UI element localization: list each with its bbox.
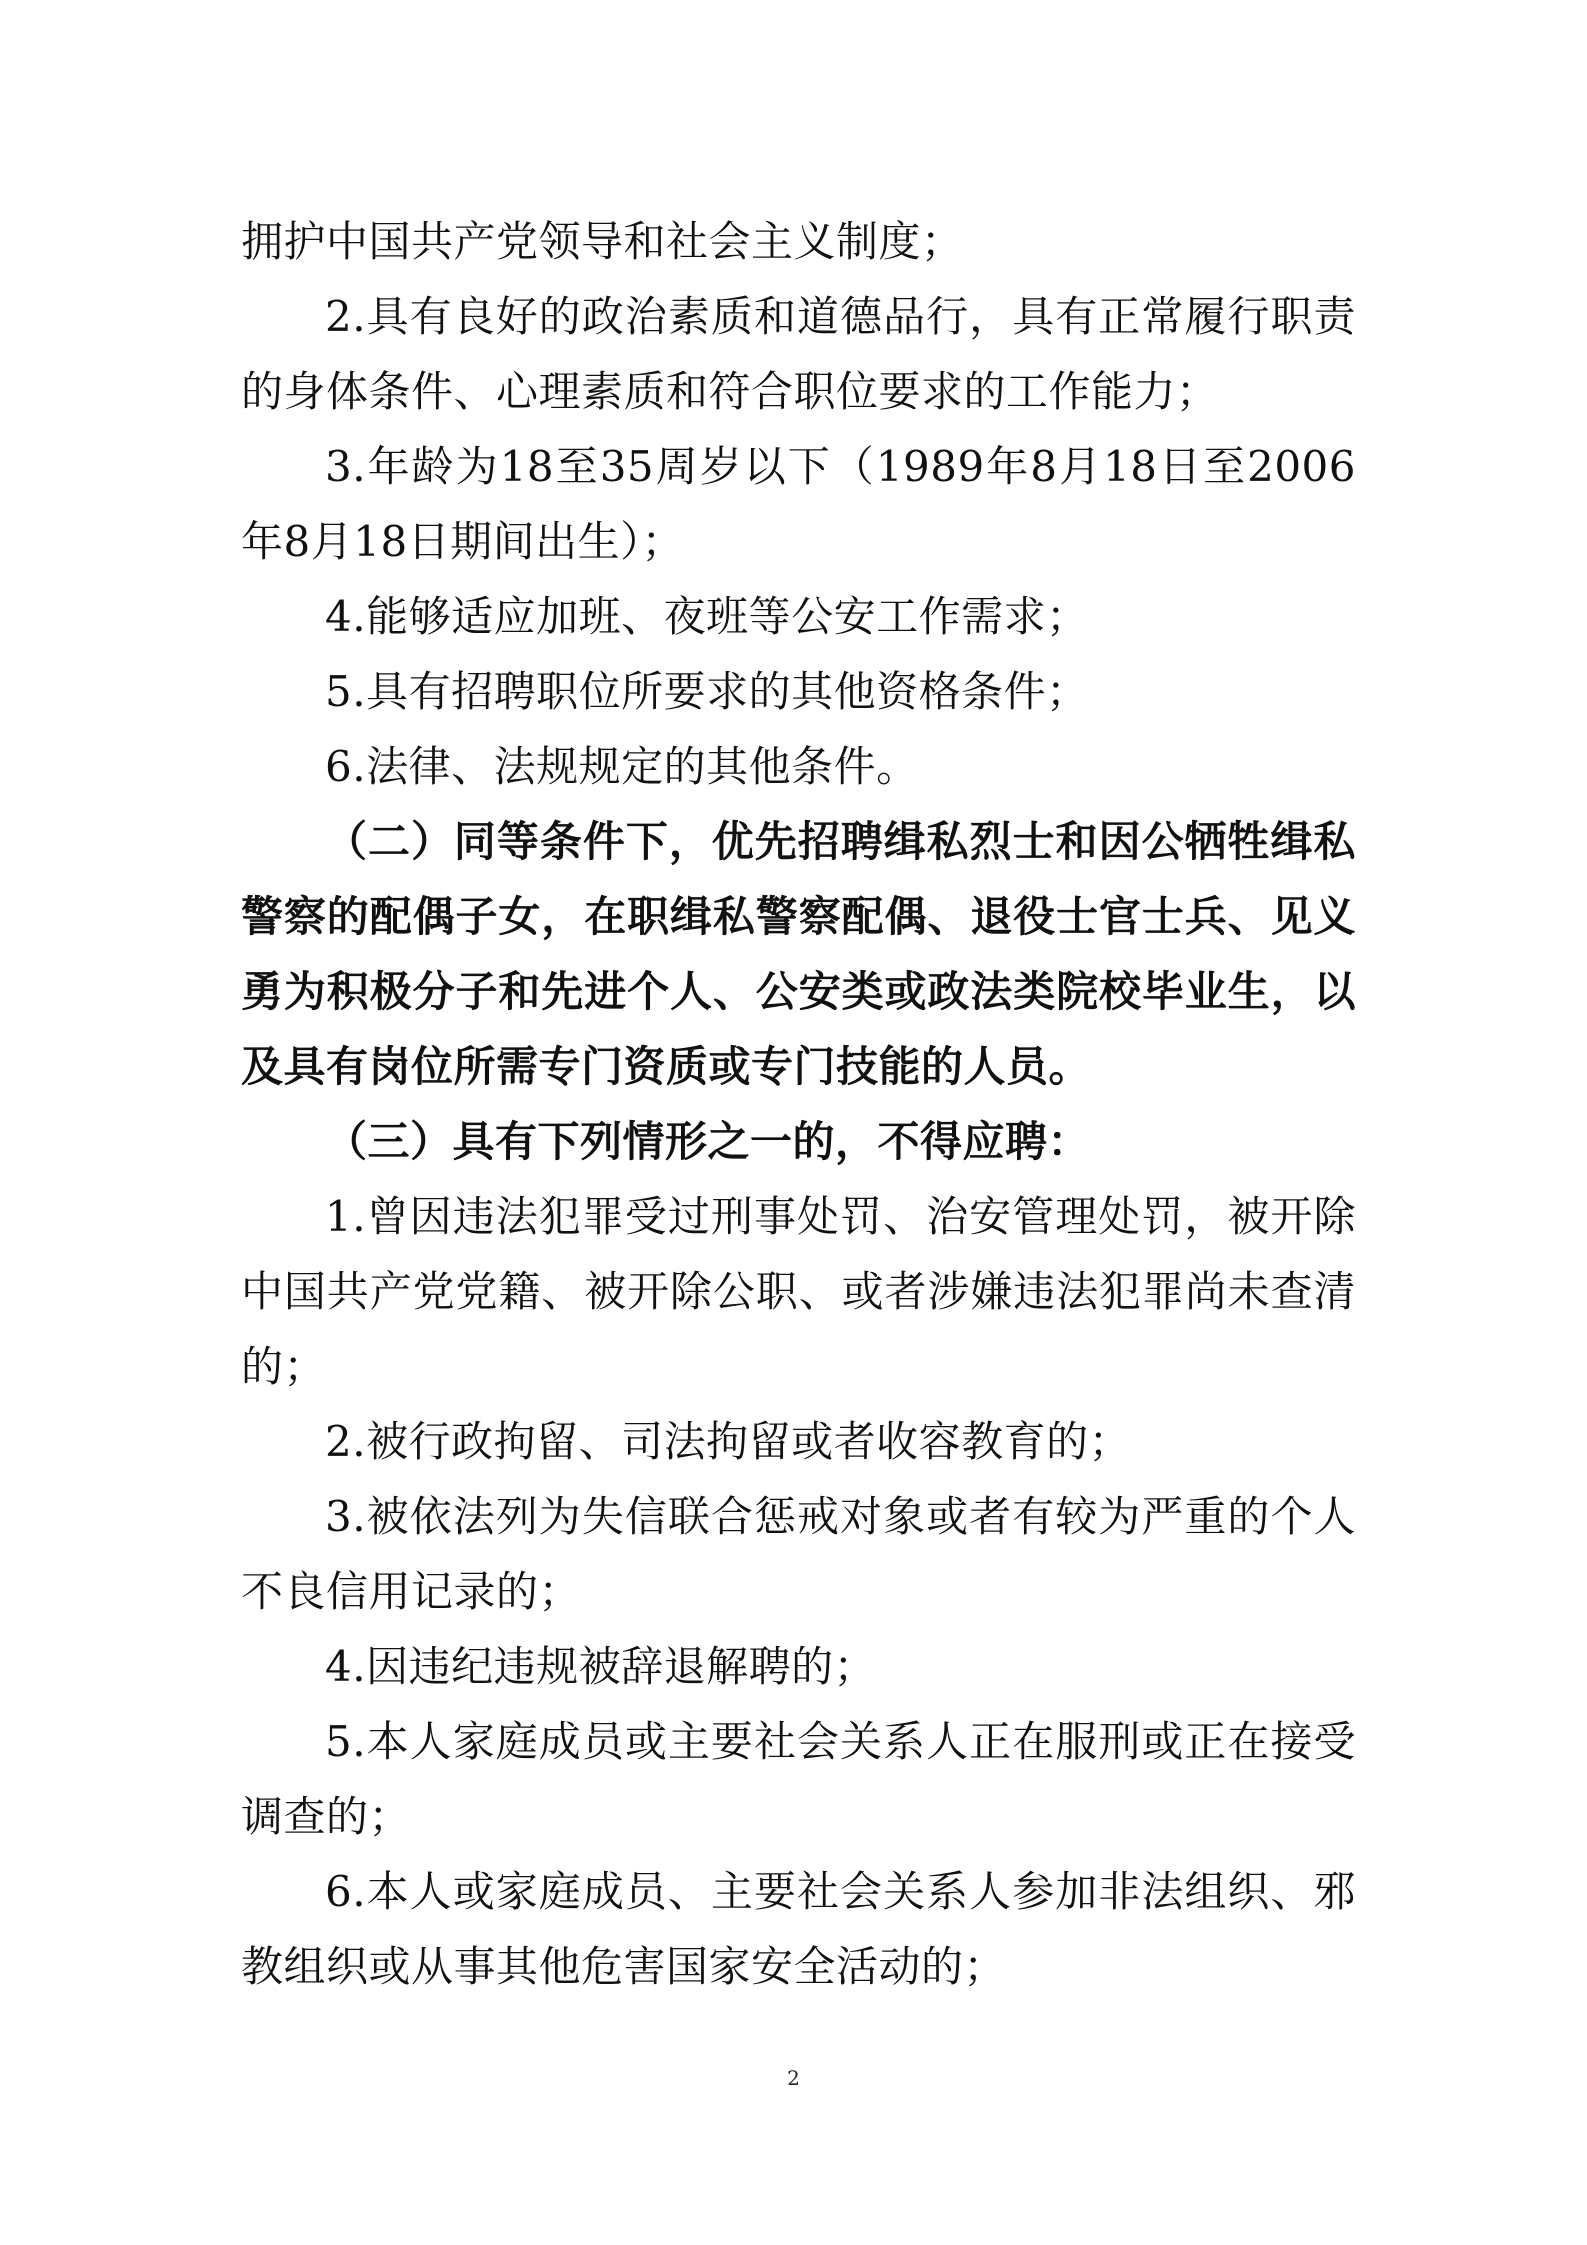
paragraph-illegal-organization: 6.本人或家庭成员、主要社会关系人参加非法组织、邪教组织或从事其他危害国家安全活动的； xyxy=(241,1867,1356,1991)
paragraph-criminal-record: 1.曾因违法犯罪受过刑事处罚、治安管理处罚，被开除中国共产党党籍、被开除公职、或者涉嫌违法犯罪尚未查清的； xyxy=(241,1192,1356,1391)
paragraph-credit-record: 3.被依法列为失信联合惩戒对象或者有较为严重的个人不良信用记录的； xyxy=(241,1492,1356,1616)
document-body xyxy=(241,204,1356,2004)
paragraph-detention: 2.被行政拘留、司法拘留或者收容教育的； xyxy=(325,1417,1132,1466)
paragraph-disqualification-heading: （三）具有下列情形之一的，不得应聘： xyxy=(325,1117,1091,1166)
paragraph-priority-recruitment: （二）同等条件下，优先招聘缉私烈士和因公牺牲缉私警察的配偶子女，在职缉私警察配偶、退役士官士兵、见义勇为积极分子和先进个人、公安类或政法类院校毕业生，以及具有岗位所需专门资质或专门技能的人员。 xyxy=(241,817,1356,1091)
paragraph-other-qualifications: 5.具有招聘职位所要求的其他资格条件； xyxy=(325,667,1089,716)
paragraph-legal-conditions: 6.法律、法规规定的其他条件。 xyxy=(325,742,919,791)
paragraph-overtime-adaptability: 4.能够适应加班、夜班等公安工作需求； xyxy=(325,592,1089,641)
paragraph-support-party: 拥护中国共产党领导和社会主义制度； xyxy=(241,217,964,266)
paragraph-political-quality: 2.具有良好的政治素质和道德品行，具有正常履行职责的身体条件、心理素质和符合职位要求的工作能力； xyxy=(241,292,1356,416)
paragraph-age-requirement: 3.年龄为18至35周岁以下（1989年8月18日至2006年8月18日期间出生）； xyxy=(241,442,1356,566)
paragraph-dismissal: 4.因违纪违规被辞退解聘的； xyxy=(325,1642,877,1691)
page-number: 2 xyxy=(787,2066,800,2090)
paragraph-family-investigation: 5.本人家庭成员或主要社会关系人正在服刑或正在接受调查的； xyxy=(241,1717,1356,1841)
